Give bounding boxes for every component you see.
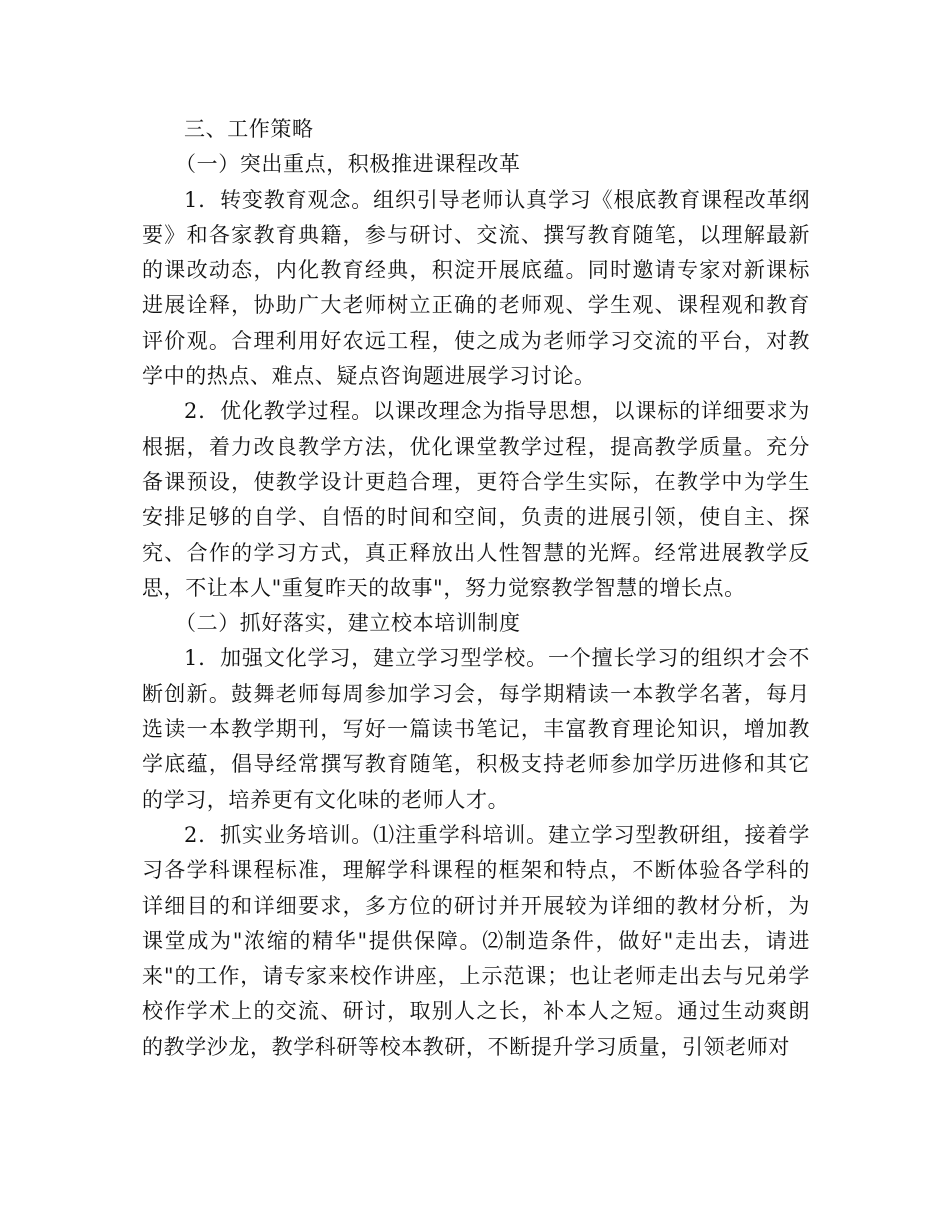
paragraph-2-1: 1．加强文化学习，建立学习型学校。一个擅长学习的组织才会不断创新。鼓舞老师每周参加学习会，每学期精读一本教学名著，每月选读一本教学期刊，写好一篇读书笔记，丰富教育理论知识，增加教学底蕴，倡导经常撰写教育随笔，积极支持老师参加学历进修和其它的学习，培养更有文化味的老师人才。 [142,646,810,812]
paragraph-1-2: 2．优化教学过程。以课改理念为指导思想，以课标的详细要求为根据，着力改良教学方法，优化课堂教学过程，提高教学质量。充分备课预设，使教学设计更趋合理，更符合学生实际，在教学中为学生安排足够的自学、自悟的时间和空间，负责的进展引领，使自主、探究、合作的学习方式，真正释放出人性智慧的光辉。经常进展教学反思，不让本人"重复昨天的故事"，努力觉察教学智慧的增长点。 [142,399,810,600]
document-body [142,112,810,1065]
section-heading: 三、工作策略 [184,117,314,141]
paragraph-2-2: 2．抓实业务培训。⑴注重学科培训。建立学习型教研组，接着学习各学科课程标准，理解学科课程的框架和特点，不断体验各学科的详细目的和详细要求，多方位的研讨并开展较为详细的教材分析，为课堂成为"浓缩的精华"提供保障。⑵制造条件，做好"走出去，请进来"的工作，请专家来校作讲座，上示范课；也让老师走出去与兄弟学校作学术上的交流、研讨，取别人之长，补本人之短。通过生动爽朗的教学沙龙，教学科研等校本教研，不断提升学习质量，引领老师对 [142,822,810,1059]
subsection-heading-1: （一）突出重点，积极推进课程改革 [175,152,521,177]
subsection-heading-2: （二）抓好落实，建立校本培训制度 [175,611,521,636]
paragraph-1-1: 1．转变教育观念。组织引导老师认真学习《根底教育课程改革纲要》和各家教育典籍，参与研讨、交流、撰写教育随笔，以理解最新的课改动态，内化教育经典，积淀开展底蕴。同时邀请专家对新课标进展诠释，协助广大老师树立正确的老师观、学生观、课程观和教育评价观。合理利用好农远工程，使之成为老师学习交流的平台，对教学中的热点、难点、疑点咨询题进展学习讨论。 [142,187,810,389]
